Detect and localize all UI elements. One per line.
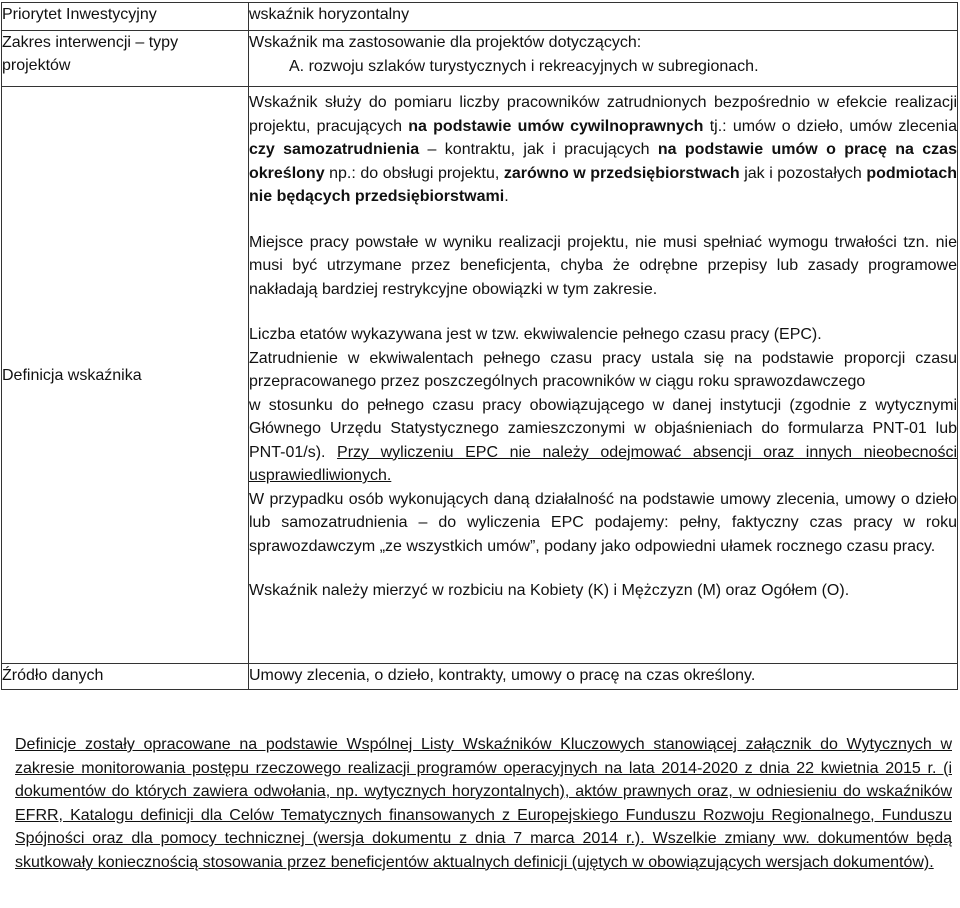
definition-paragraph-6: W przypadku osób wykonujących daną działalność na podstawie umowy zlecenia, umowy o dzieło lub samozatrudnienia – do wyliczenia EPC podajemy: pełny, faktyczny czas pracy w roku sprawozdawczym „ze wszystkich umów”, podany jako odpowiedni ułamek rocznego czasu pracy. (249, 490, 957, 555)
definition-paragraph-2: Miejsce pracy powstałe w wyniku realizacji projektu, nie musi spełniać wymogu trwałości tzn. nie musi być utrzymane przez beneficjenta, chyba że odrębne przepisy lub zasady programowe nakładają bardziej restrykcyjne obowiązki w tym zakresie. (249, 233, 957, 298)
definition-paragraph-7: Wskaźnik należy mierzyć w rozbiciu na Kobiety (K) i Mężczyzn (M) oraz Ogółem (O). (249, 582, 850, 599)
indicator-table (1, 2, 958, 690)
priority-value: wskaźnik horyzontalny (249, 3, 958, 31)
scope-label: Zakres interwencji – typy projektów (2, 31, 249, 87)
priority-label: Priorytet Inwestycyjny (2, 3, 249, 31)
definition-paragraph-1: Wskaźnik służy do pomiaru liczby pracowników zatrudnionych bezpośrednio w efekcie realizacji projektu, pracujących na podstawie umów cywilnoprawnych tj.: umów o dzieło, umów zlecenia czy samozatrudnienia – kontraktu, jak i pracujących na podstawie umów o pracę na czas określony np.: do obsługi projektu, zarówno w przedsiębiorstwach jak i pozostałych podmiotach nie będących przedsiębiorstwami. (249, 94, 957, 205)
source-value: Umowy zlecenia, o dzieło, kontrakty, umowy o pracę na czas określony. (249, 664, 958, 690)
source-label: Źródło danych (2, 664, 249, 690)
definition-paragraph-3: Liczba etatów wykazywana jest w tzw. ekwiwalencie pełnego czasu pracy (EPC). (249, 326, 822, 343)
row-source (2, 664, 958, 690)
row-definition (2, 87, 958, 664)
footnote: Definicje zostały opracowane na podstawie Wspólnej Listy Wskaźników Kluczowych stanowiącej załącznik do Wytycznych w zakresie monitorowania postępu rzeczowego realizacji programów operacyjnych na lata 2014-2020 z dnia 22 kwietnia 2015 r. (i dokumentów do których zawiera odwołania, np. wytycznych horyzontalnych), aktów prawnych oraz, w odniesieniu do wskaźników EFRR, Katalogu definicji dla Celów Tematycznych finansowanych z Europejskiego Funduszu Rozwoju Regionalnego, Funduszu Spójności oraz dla pomocy technicznej (wersja dokumentu z dnia 7 marca 2014 r.). Wszelkie zmiany ww. dokumentów będą skutkowały koniecznością stosowania przez beneficjentów aktualnych definicji (ujętych w obowiązujących wersjach dokumentów). (15, 736, 952, 871)
definition-label: Definicja wskaźnika (2, 87, 249, 664)
row-priority (2, 3, 958, 31)
row-scope (2, 31, 958, 87)
definition-paragraph-5: w stosunku do pełnego czasu pracy obowiązującego w danej instytucji (zgodnie z wytycznymi Głównego Urzędu Statystycznego zamieszczonymi w objaśnieniach do formularza PNT-01 lub PNT-01/s). Przy wyliczeniu EPC nie należy odejmować absencji oraz innych nieobecności usprawiedliwionych. (249, 396, 958, 484)
definition-paragraph-4: Zatrudnienie w ekwiwalentach pełnego czasu pracy ustala się na podstawie proporcji czasu przepracowanego przez poszczególnych pracowników w ciągu roku sprawozdawczego (249, 349, 957, 390)
scope-intro: Wskaźnik ma zastosowanie dla projektów dotyczących: (249, 34, 642, 51)
scope-item: A. rozwoju szlaków turystycznych i rekreacyjnych w subregionach. (289, 57, 759, 75)
